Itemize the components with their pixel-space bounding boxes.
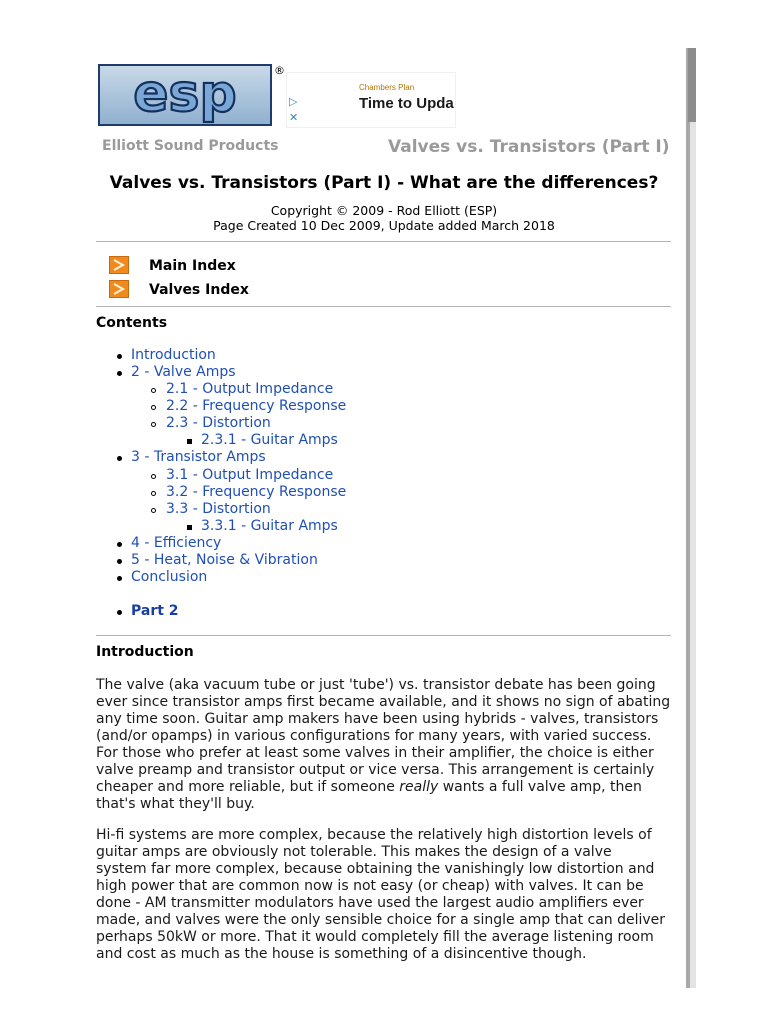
text-run: cheaper and more reliable, but if someone (96, 779, 400, 795)
divider (96, 241, 671, 242)
bullet (151, 508, 156, 513)
advertisement[interactable] (286, 72, 456, 128)
text-line: system far more complex, because obtaining the vanishingly low distortion and (96, 861, 655, 877)
toc-link[interactable]: 3.3.1 - Guitar Amps (201, 518, 338, 534)
copyright-line: Copyright © 2009 - Rod Elliott (ESP) (270, 203, 498, 218)
toc-link[interactable]: Conclusion (131, 569, 208, 585)
bullet (117, 542, 122, 547)
text-line: ever since transistor amps first became available, and it shows no sign of abating (96, 694, 671, 710)
text-run: wants a full valve amp, then (438, 779, 642, 795)
divider (96, 635, 671, 636)
bullet (151, 491, 156, 496)
text-line: The valve (aka vacuum tube or just 'tube') vs. transistor debate has been going (96, 677, 656, 693)
ad-close-icon[interactable]: ✕ (289, 111, 299, 124)
toc-link[interactable]: 3.2 - Frequency Response (166, 484, 347, 500)
ad-title[interactable]: Time to Upda (359, 95, 454, 112)
text-line: high power that are common now is not easy (or cheap) with valves. It can be (96, 878, 644, 894)
bullet (151, 405, 156, 410)
bullet (187, 439, 192, 444)
text-line: perhaps 50kW or more. That it would completely fill the average listening room (96, 929, 654, 945)
text-line: and cost as much as the house is something of a disincentive though. (96, 946, 587, 962)
toc-link[interactable]: 5 - Heat, Noise & Vibration (131, 552, 318, 568)
toc-link[interactable]: 2.1 - Output Impedance (166, 381, 334, 397)
ad-play-icon[interactable]: ▷ (289, 95, 298, 108)
text-line: Hi-fi systems are more complex, because the relatively high distortion levels of (96, 827, 652, 843)
contents-heading: Contents (96, 315, 168, 331)
created-line: Page Created 10 Dec 2009, Update added March 2018 (213, 218, 555, 233)
intro-paragraph-1 (96, 677, 686, 813)
toc-link[interactable]: 2 - Valve Amps (131, 364, 236, 380)
toc-link[interactable]: 4 - Efficiency (131, 535, 222, 551)
divider (96, 306, 671, 307)
esp-logo[interactable] (98, 64, 272, 126)
toc-link[interactable]: 2.2 - Frequency Response (166, 398, 347, 414)
page-title: Valves vs. Transistors (Part I) - What are the differences? (109, 173, 659, 193)
nav-main-index[interactable]: Main Index (149, 258, 236, 274)
text-line: valve preamp and transistor output or vice versa. This arrangement is certainly (96, 762, 655, 778)
toc-link-part-2[interactable]: Part 2 (131, 603, 179, 619)
bullet (117, 354, 122, 359)
bullet (117, 371, 122, 376)
nav-valves-index[interactable]: Valves Index (149, 282, 249, 298)
text-line: (and/or opamps) in various configurations for many years, with varied success. (96, 728, 652, 744)
section-heading-introduction: Introduction (96, 644, 194, 660)
toc-link[interactable]: 3.3 - Distortion (166, 501, 271, 517)
bullet (117, 610, 122, 615)
brand-name: Elliott Sound Products (102, 138, 279, 154)
text-line: any time soon. Guitar amp makers have been using hybrids - valves, transistors (96, 711, 659, 727)
bullet (117, 576, 122, 581)
bullet (117, 559, 122, 564)
registered-mark: ® (274, 64, 285, 77)
logo-text: esp (133, 64, 237, 124)
text-line: For those who prefer at least some valves in their amplifier, the choice is either (96, 745, 654, 761)
bullet (151, 474, 156, 479)
bullet (117, 456, 122, 461)
ad-sponsor: Chambers Plan (359, 83, 415, 92)
bullet (187, 525, 192, 530)
toc-link[interactable]: 3.1 - Output Impedance (166, 467, 334, 483)
arrow-right-icon[interactable] (109, 280, 129, 298)
arrow-right-icon[interactable] (109, 256, 129, 274)
text-line: done - AM transmitter modulators have used the largest audio amplifiers ever (96, 895, 644, 911)
text-line: made, and valves were the only sensible choice for a single amp that can deliver (96, 912, 666, 928)
toc-link[interactable]: 3 - Transistor Amps (131, 449, 266, 465)
copyright-block (0, 203, 768, 233)
toc-link[interactable]: Introduction (131, 347, 216, 363)
text-line: guitar amps are obviously not tolerable. This makes the design of a valve (96, 844, 612, 860)
emphasis-really: really (399, 779, 439, 795)
text-line: that's what they'll buy. (96, 796, 255, 812)
intro-paragraph-2 (96, 827, 686, 963)
toc-link[interactable]: 2.3.1 - Guitar Amps (201, 432, 338, 448)
scrollbar-thumb[interactable] (688, 48, 696, 122)
page-subtitle: Valves vs. Transistors (Part I) (388, 137, 670, 157)
bullet (151, 388, 156, 393)
toc-link[interactable]: 2.3 - Distortion (166, 415, 271, 431)
text-line (96, 779, 686, 796)
bullet (151, 422, 156, 427)
